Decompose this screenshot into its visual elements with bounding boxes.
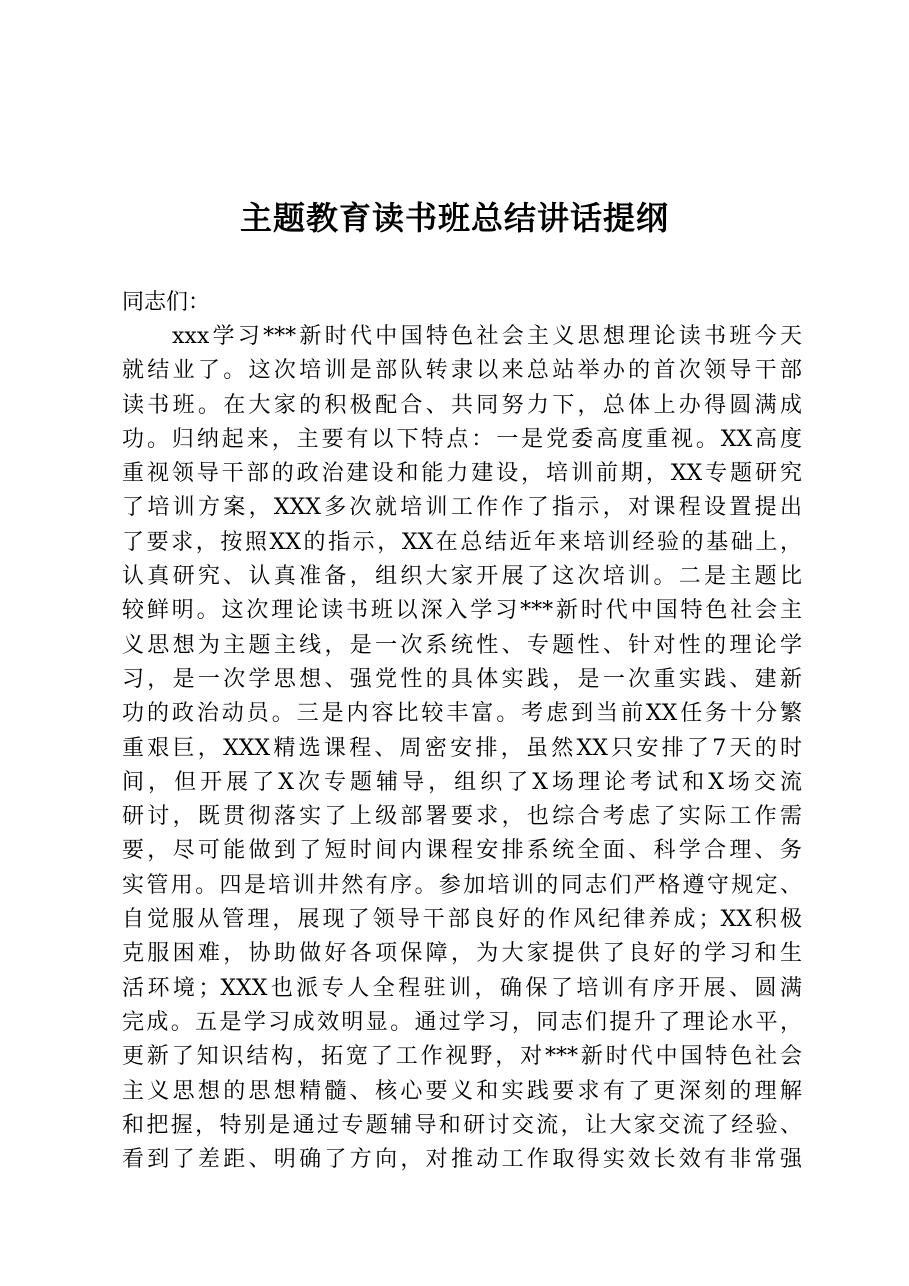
body-line: 重艰巨，XXX精选课程、周密安排，虽然XX只安排了7天的时 bbox=[122, 735, 802, 761]
body-line: 较鲜明。这次理论读书班以深入学习***新时代中国特色社会主 bbox=[122, 598, 802, 624]
body-line: 研讨，既贯彻落实了上级部署要求，也综合考虑了实际工作需 bbox=[122, 804, 802, 830]
body-line: 认真研究、认真准备，组织大家开展了这次培训。二是主题比 bbox=[122, 564, 802, 590]
body-line: 义思想为主题主线，是一次系统性、专题性、针对性的理论学 bbox=[122, 632, 802, 658]
body-line: 更新了知识结构，拓宽了工作视野，对***新时代中国特色社会 bbox=[122, 1044, 802, 1070]
body-line: 看到了差距、明确了方向，对推动工作取得实效长效有非常强 bbox=[122, 1147, 802, 1173]
body-line: xxx学习***新时代中国特色社会主义思想理论读书班今天 bbox=[172, 324, 802, 349]
body-line: 功的政治动员。三是内容比较丰富。考虑到当前XX任务十分繁 bbox=[122, 701, 802, 727]
body-line: 完成。五是学习成效明显。通过学习，同志们提升了理论水平， bbox=[122, 1009, 802, 1035]
body-line: 读书班。在大家的积极配合、共同努力下，总体上办得圆满成 bbox=[122, 392, 802, 418]
body-line: 克服困难，协助做好各项保障，为大家提供了良好的学习和生 bbox=[122, 941, 802, 967]
body-line: 了培训方案，XXX多次就培训工作作了指示，对课程设置提出 bbox=[122, 495, 802, 521]
document-title: 主题教育读书班总结讲话提纲 bbox=[239, 199, 669, 237]
body-line: 自觉服从管理，展现了领导干部良好的作风纪律养成；XX积极 bbox=[122, 907, 802, 933]
body-line: 了要求，按照XX的指示，XX在总结近年来培训经验的基础上， bbox=[122, 529, 802, 555]
body-line: 间，但开展了X次专题辅导，组织了X场理论考试和X场交流 bbox=[122, 769, 802, 795]
salutation: 同志们： bbox=[122, 290, 211, 315]
body-line: 实管用。四是培训井然有序。参加培训的同志们严格遵守规定、 bbox=[122, 872, 802, 898]
body-line: 重视领导干部的政治建设和能力建设，培训前期，XX专题研究 bbox=[122, 461, 802, 487]
body-line: 习，是一次学思想、强党性的具体实践，是一次重实践、建新 bbox=[122, 666, 802, 692]
body-paragraph bbox=[122, 320, 802, 1177]
body-line: 要，尽可能做到了短时间内课程安排系统全面、科学合理、务 bbox=[122, 838, 802, 864]
body-line: 就结业了。这次培训是部队转隶以来总站举办的首次领导干部 bbox=[122, 358, 802, 384]
body-line: 和把握，特别是通过专题辅导和研讨交流，让大家交流了经验、 bbox=[122, 1112, 802, 1138]
body-line: 功。归纳起来，主要有以下特点：一是党委高度重视。XX高度 bbox=[122, 426, 802, 452]
body-line: 活环境；XXX也派专人全程驻训，确保了培训有序开展、圆满 bbox=[122, 975, 802, 1001]
body-line: 主义思想的思想精髓、核心要义和实践要求有了更深刻的理解 bbox=[122, 1078, 802, 1104]
